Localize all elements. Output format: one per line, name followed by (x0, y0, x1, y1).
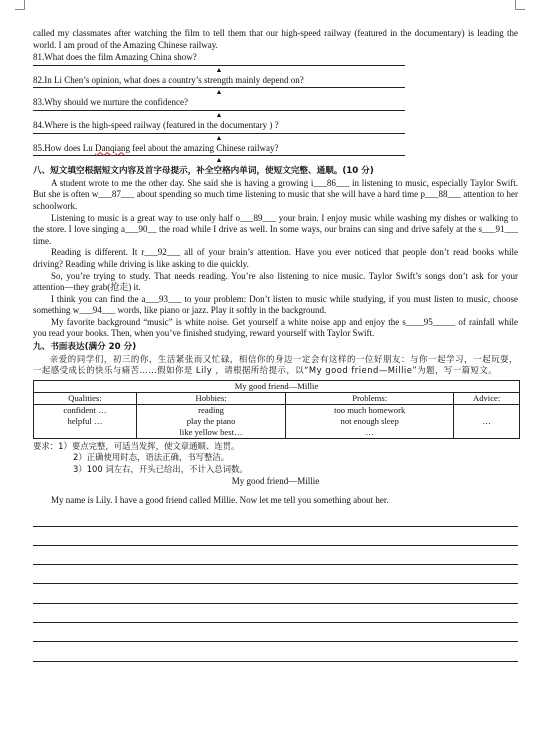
requirement: 要求：1）要点完整，可适当发挥，使文章通顺、连贯。 (33, 440, 240, 451)
question-text-part: 85.How does Lu (33, 142, 95, 153)
requirement: 2）正确使用时态，语法正确，书写整洁。 (73, 452, 230, 463)
writing-line[interactable] (33, 623, 518, 642)
section-8-passage (33, 178, 518, 340)
question-text: 81.What does the film Amazing China show? (33, 52, 197, 63)
hobbies-cell (136, 404, 285, 438)
cell-line: not enough sleep (340, 415, 399, 426)
qualities-cell (34, 404, 137, 438)
paragraph: A student wrote to me the other day. She said she is having a growing i___86___ in listening to music, especially Taylor Swift. But she is often w___87___ about spending so much time listening to music that she will have a hard time p___88___ attention to her schoolwork. (33, 177, 518, 211)
column-header: Problems: (286, 392, 454, 404)
wavy-underlined-name: Danqiang (95, 142, 130, 153)
writing-line[interactable] (33, 527, 518, 546)
section-9-intro: 亲爱的同学们，初三的你，生活紧张而又忙碌，相信你的身边一定会有这样的一位好朋友：与你一起学习，一起玩耍，一起感受成长的快乐与痛苦……假如你是 Lily ，请根据所给提示，以“My good friend—Millie”为题，写一篇短文。 (33, 353, 518, 376)
essay-start-text: My name is Lily. I have a good friend called Millie. Now let me tell you something about her. (51, 495, 389, 506)
cell-line: … (482, 415, 491, 426)
essay-start (33, 493, 518, 507)
problems-cell (286, 404, 454, 438)
exam-page (33, 28, 518, 662)
paragraph: Listening to music is a great way to use only half o___89___ your brain. I enjoy music while washing my dishes or walking to the store. I love singing a___90__ the road while I drive as well. In some ways, our brains can sing and drive safely at the s___91___ time. (33, 212, 518, 246)
paragraph: My favorite background “music” is white noise. Get yourself a white noise app and enjoy the s____95_____ of rainfall while you read your books. Then, when you’ve finished studying, reward yourself with Taylor Swift. (33, 316, 518, 339)
writing-line[interactable] (33, 642, 518, 661)
triangle-marker: ▲ (215, 65, 223, 74)
cell-line: play the piano (186, 415, 236, 426)
question-text (33, 143, 518, 155)
question-82 (33, 75, 518, 97)
writing-line[interactable] (33, 604, 518, 623)
column-header: Qualities: (34, 392, 137, 404)
writing-lines[interactable] (33, 507, 518, 661)
writing-prompt-table (33, 380, 520, 439)
cell-line: confident … (63, 404, 107, 415)
question-85 (33, 143, 518, 165)
page-corner-mark-left (15, 0, 25, 10)
question-83 (33, 97, 518, 119)
writing-line[interactable] (33, 507, 518, 526)
passage-continuation: called my classmates after watching the film to tell them that our high-speed railway (featured in the documentary) is leading the world. I am proud of the Amazing Chinese railway. (33, 28, 518, 50)
question-81 (33, 52, 518, 74)
triangle-marker: ▲ (215, 156, 223, 165)
paragraph: I think you can find the a___93___ to your problem: Don’t listen to music while studying, if you must listen to music, choose something w___94___ words, like piano or jazz. Play it softly in the background. (33, 293, 518, 316)
table-title: My good friend—Millie (34, 380, 520, 392)
section-9-heading: 九、书面表达(满分 20 分) (33, 342, 137, 353)
cell-line: … (365, 426, 374, 437)
column-header: Hobbies: (136, 392, 285, 404)
question-text: 83.Why should we nurture the confidence? (33, 97, 188, 108)
writing-line[interactable] (33, 546, 518, 565)
writing-line[interactable] (33, 584, 518, 603)
cell-line: too much homework (334, 404, 406, 415)
writing-line[interactable] (33, 565, 518, 584)
section-8-heading: 八、短文填空根据短文内容及首字母提示，补全空格内单词，使短文完整、通顺。(10 分) (33, 166, 374, 177)
requirement: 3）100 词左右，开头已给出，不计入总词数。 (73, 464, 248, 475)
requirements (33, 441, 518, 476)
triangle-marker: ▲ (215, 88, 223, 97)
triangle-marker: ▲ (215, 110, 223, 119)
paragraph: Reading is different. It r___92___ all of your brain’s attention. Have you ever noticed that people don’t read books while driving? Reading while driving is like asking to die quickly. (33, 247, 518, 269)
cell-line: like yellow best… (179, 426, 243, 437)
paragraph: So, you’re trying to study. That needs reading. You’re also listening to nice music. Taylor Swift’s songs don’t ask for your attention—they grab(抢走) it. (33, 270, 518, 293)
question-text-part: feel about the amazing Chinese railway? (130, 142, 279, 153)
page-corner-mark-right (515, 0, 525, 10)
essay-title: My good friend—Millie (231, 475, 320, 486)
triangle-marker: ▲ (215, 133, 223, 142)
question-84 (33, 120, 518, 142)
cell-line: reading (198, 404, 224, 415)
column-header: Advice: (454, 392, 520, 404)
question-text: 84.Where is the high-speed railway (featured in the documentary ) ? (33, 119, 279, 130)
cell-line: helpful … (67, 415, 103, 426)
advice-cell (454, 404, 520, 438)
question-text: 82.In Li Chen’s opinion, what does a country’s strength mainly depend on? (33, 74, 304, 85)
